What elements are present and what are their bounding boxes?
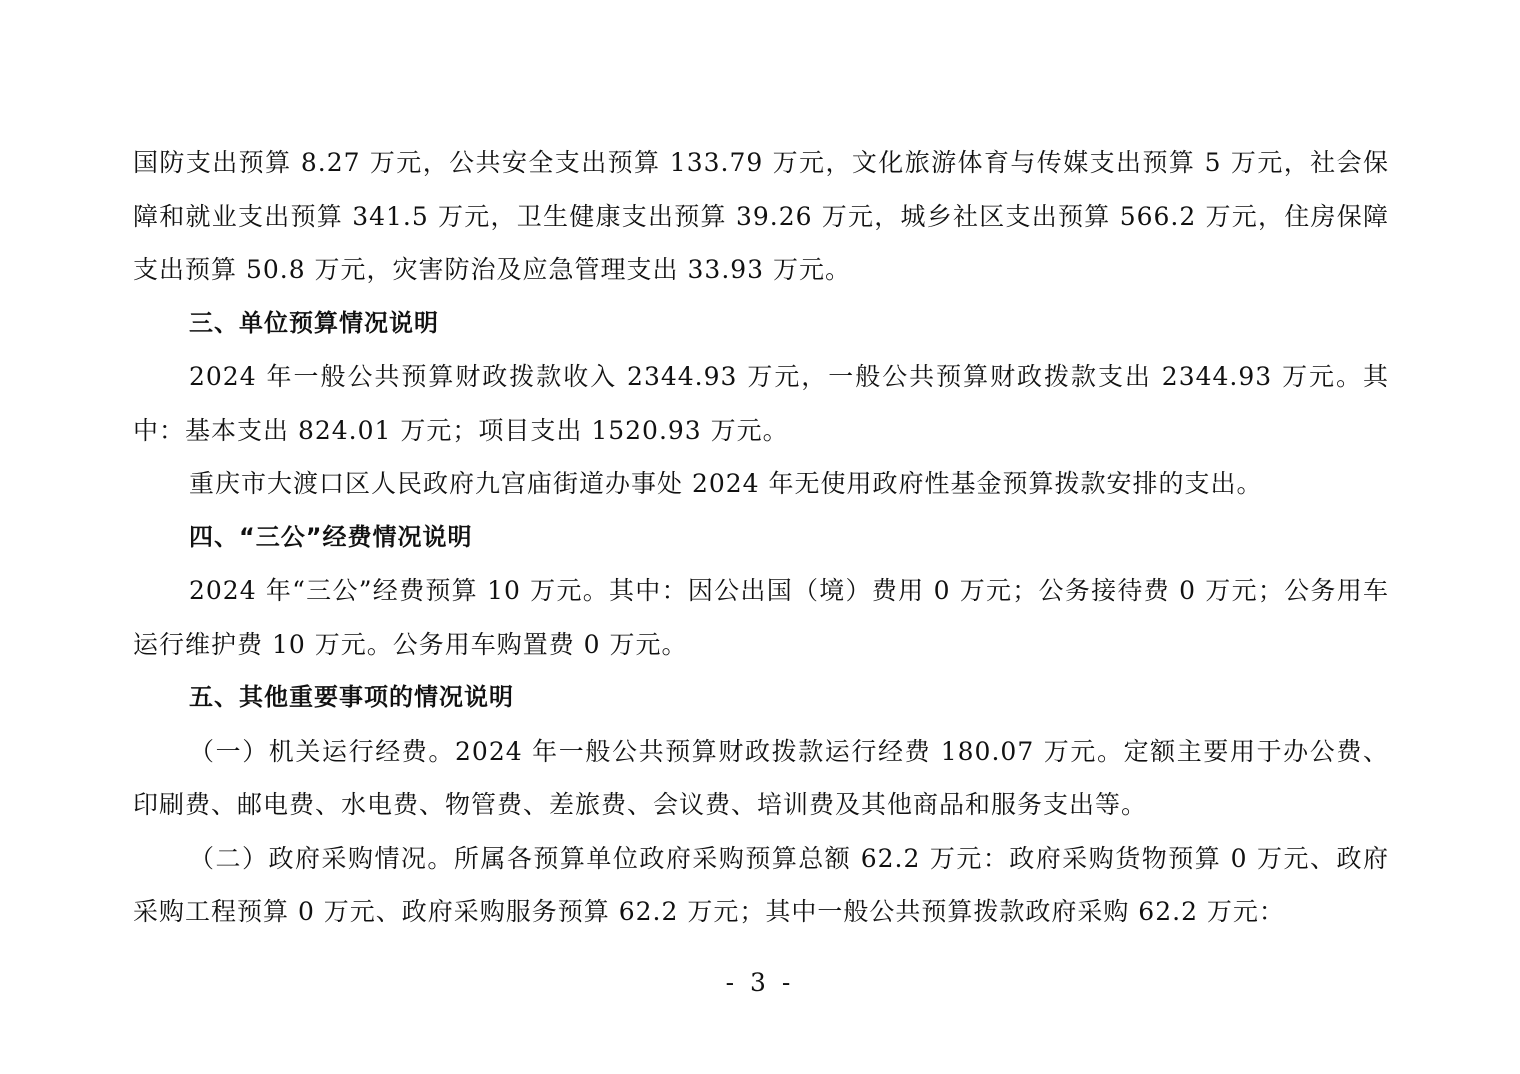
paragraph-operating-expenses: （一）机关运行经费。2024 年一般公共预算财政拨款运行经费 180.07 万元。定额主要用于办公费、印刷费、邮电费、水电费、物管费、差旅费、会议费、培训费及其他商品和服务支出等。 (133, 736, 1389, 819)
page-number: - 3 - (725, 968, 795, 997)
section-heading-unit-budget: 三、单位预算情况说明 (189, 308, 439, 337)
paragraph-expenditure-breakdown: 国防支出预算 8.27 万元，公共安全支出预算 133.79 万元，文化旅游体育与传媒支出预算 5 万元，社会保障和就业支出预算 341.5 万元，卫生健康支出预算 39.26 万元，城乡社区支出预算 566.2 万元，住房保障支出预算 50.8 万元，灾害防治及应急管理支出 33.93 万元。 (133, 148, 1389, 284)
section-heading-other-matters: 五、其他重要事项的情况说明 (189, 683, 514, 711)
section-heading-three-public: 四、“三公”经费情况说明 (189, 522, 473, 551)
paragraph-three-public-expenses: 2024 年“三公”经费预算 10 万元。其中：因公出国（境）费用 0 万元；公务接待费 0 万元；公务用车运行维护费 10 万元。公务用车购置费 0 万元。 (133, 576, 1389, 659)
document-body (133, 136, 1389, 939)
paragraph-government-fund: 重庆市大渡口区人民政府九宫庙街道办事处 2024 年无使用政府性基金预算拨款安排的支出。 (189, 469, 1263, 498)
paragraph-government-procurement: （二）政府采购情况。所属各预算单位政府采购预算总额 62.2 万元：政府采购货物预算 0 万元、政府采购工程预算 0 万元、政府采购服务预算 62.2 万元；其中一般公共预算拨款政府采购 62.2 万元： (133, 843, 1389, 926)
paragraph-general-budget: 2024 年一般公共预算财政拨款收入 2344.93 万元，一般公共预算财政拨款支出 2344.93 万元。其中：基本支出 824.01 万元；项目支出 1520.93 万元。 (133, 362, 1389, 445)
